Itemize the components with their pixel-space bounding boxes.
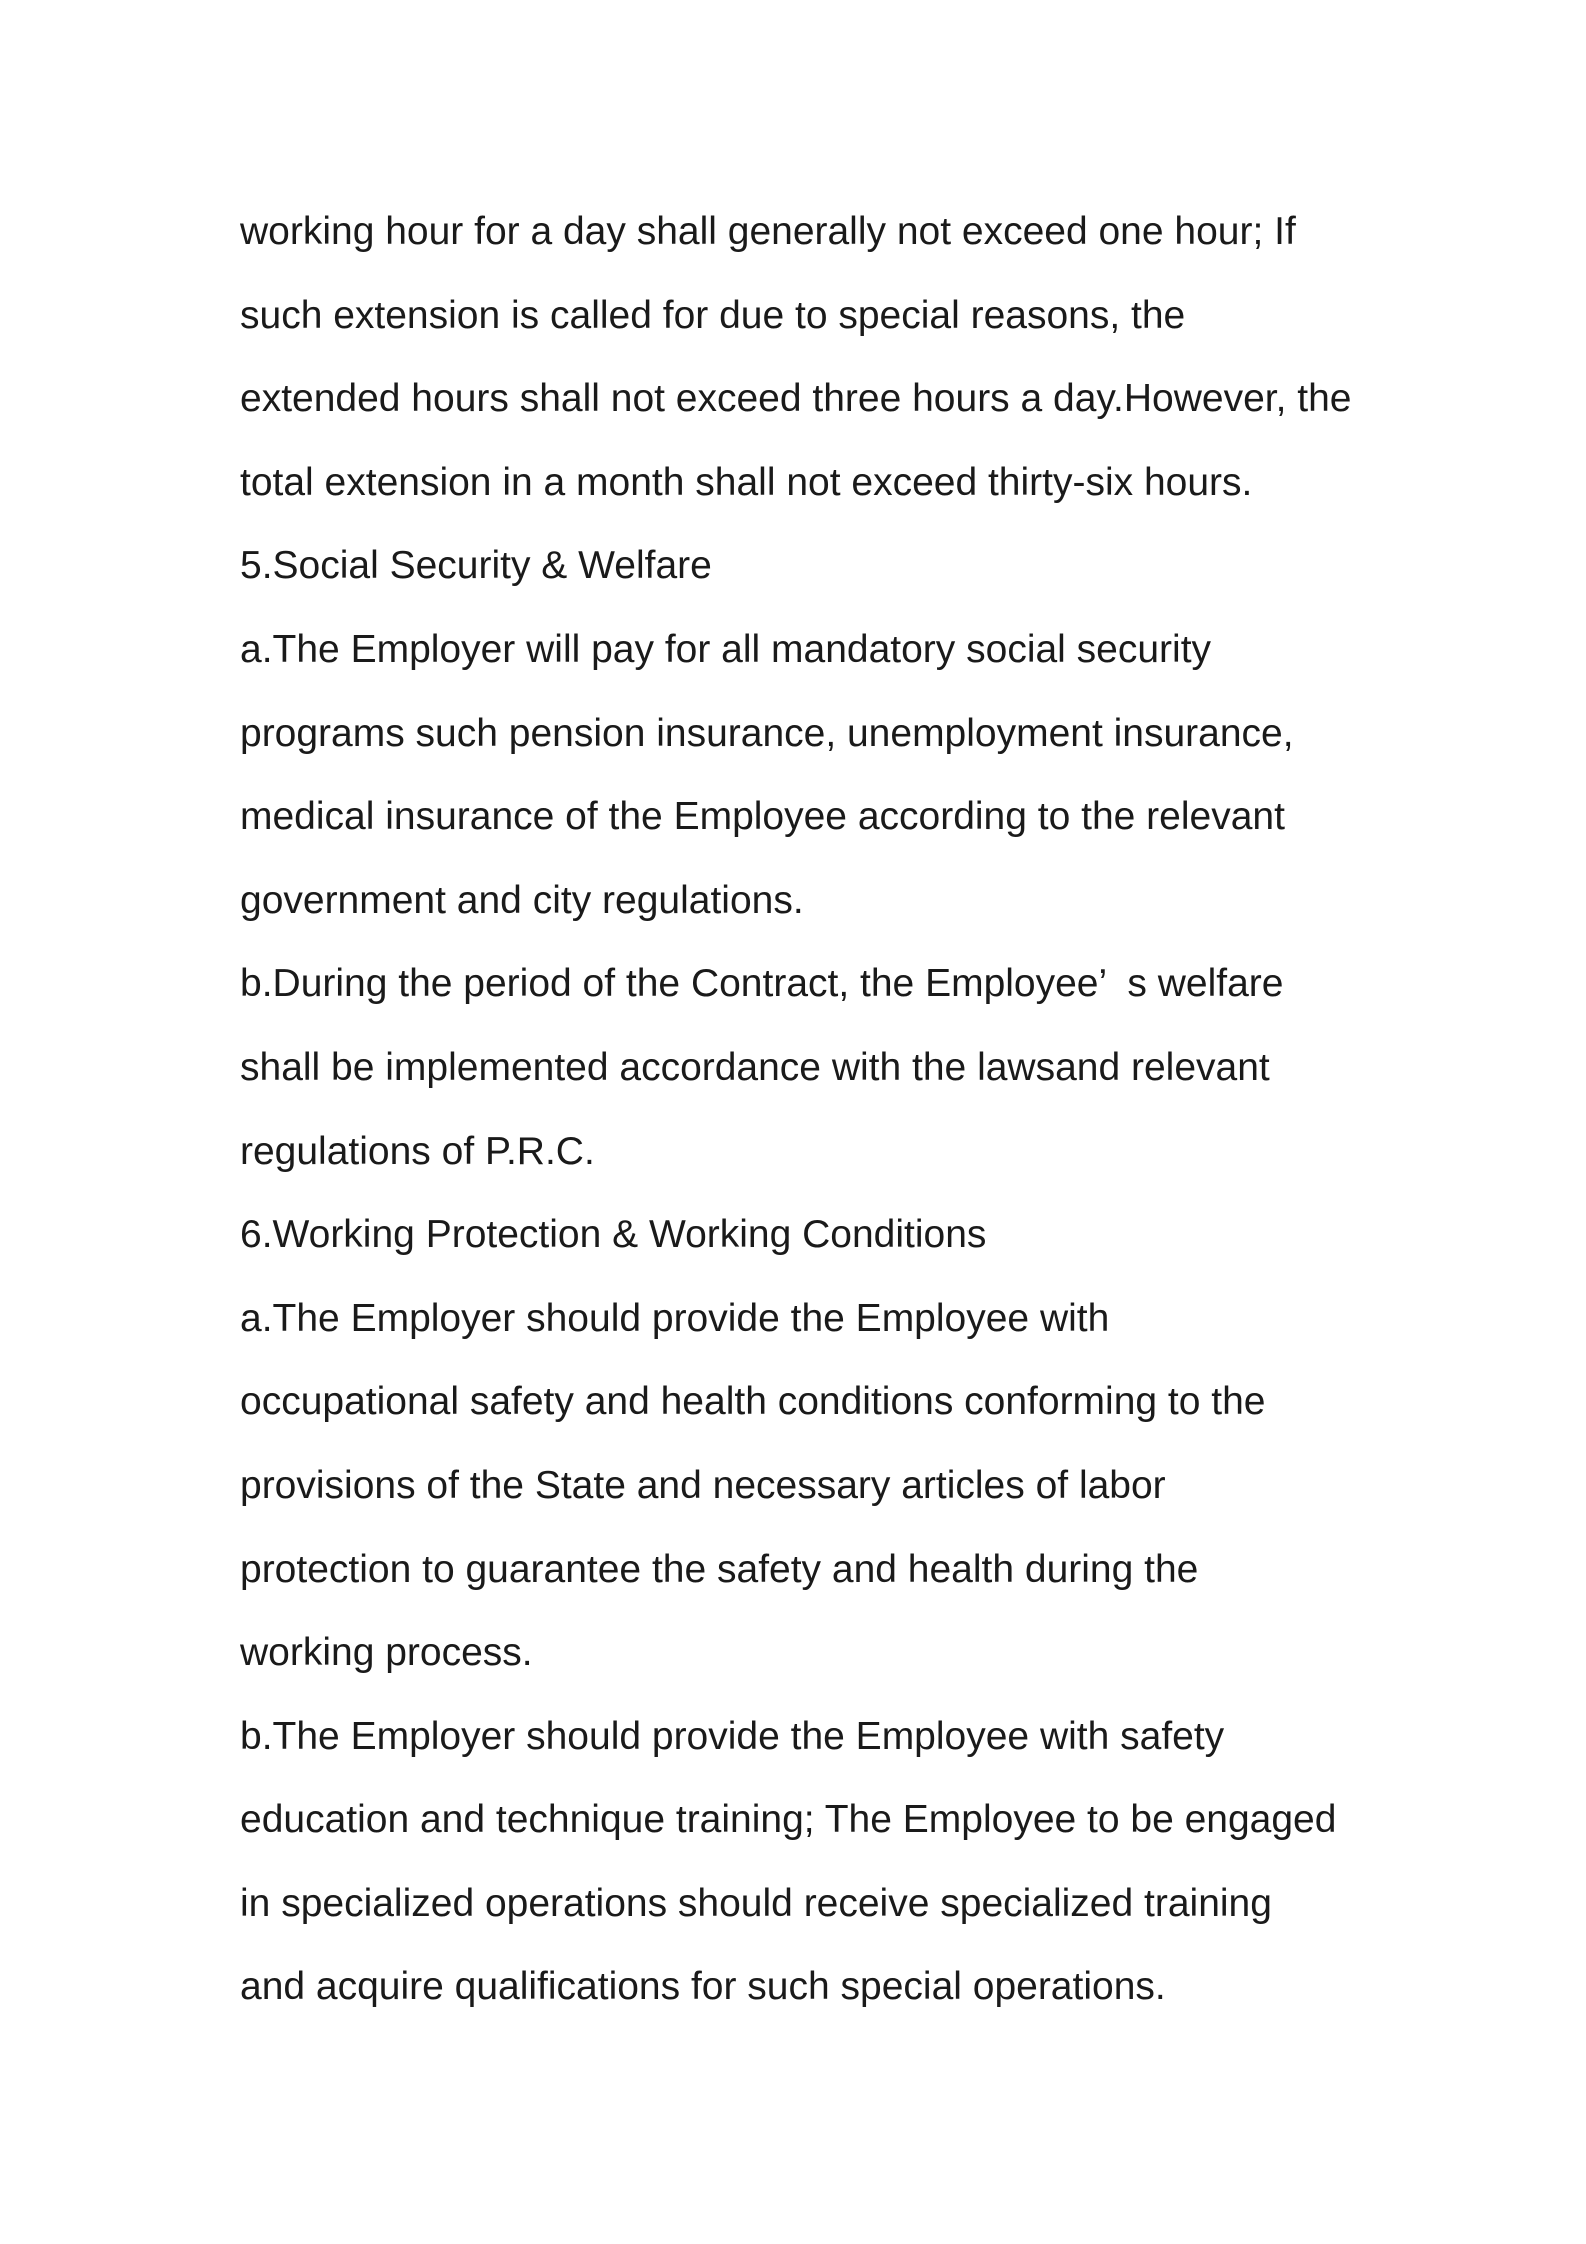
text-line: a.The Employer should provide the Employee with <box>240 1296 1110 1340</box>
document-body <box>240 200 1390 2039</box>
text-line: regulations of P.R.C. <box>240 1129 595 1173</box>
text-line: programs such pension insurance, unemployment insurance, <box>240 711 1294 755</box>
text-line: b.The Employer should provide the Employee with safety <box>240 1714 1225 1758</box>
text-line: shall be implemented accordance with the lawsand relevant <box>240 1045 1270 1089</box>
text-line: education and technique training; The Employee to be engaged <box>240 1798 1337 1842</box>
text-line: extended hours shall not exceed three hours a day.However, the <box>240 377 1352 421</box>
text-line: medical insurance of the Employee according to the relevant <box>240 795 1285 839</box>
text-line: occupational safety and health conditions conforming to the <box>240 1380 1266 1424</box>
text-line: protection to guarantee the safety and health during the <box>240 1547 1199 1591</box>
text-line: in specialized operations should receive specialized training <box>240 1881 1272 1925</box>
text-line: working process. <box>240 1631 533 1675</box>
text-line: government and city regulations. <box>240 878 804 922</box>
text-line: such extension is called for due to special reasons, the <box>240 293 1186 337</box>
text-line: provisions of the State and necessary articles of labor <box>240 1463 1166 1507</box>
text-line: a.The Employer will pay for all mandatory social security <box>240 627 1212 671</box>
text-line: working hour for a day shall generally not exceed one hour; If <box>240 210 1296 253</box>
section-heading-working-protection: 6.Working Protection & Working Conditions <box>240 1213 987 1257</box>
text-line: total extension in a month shall not exceed thirty-six hours. <box>240 460 1253 504</box>
text-line: b.During the period of the Contract, the Employee’ s welfare <box>240 962 1284 1006</box>
text-line: and acquire qualifications for such special operations. <box>240 1965 1166 2009</box>
section-heading-social-security: 5.Social Security & Welfare <box>240 544 712 588</box>
